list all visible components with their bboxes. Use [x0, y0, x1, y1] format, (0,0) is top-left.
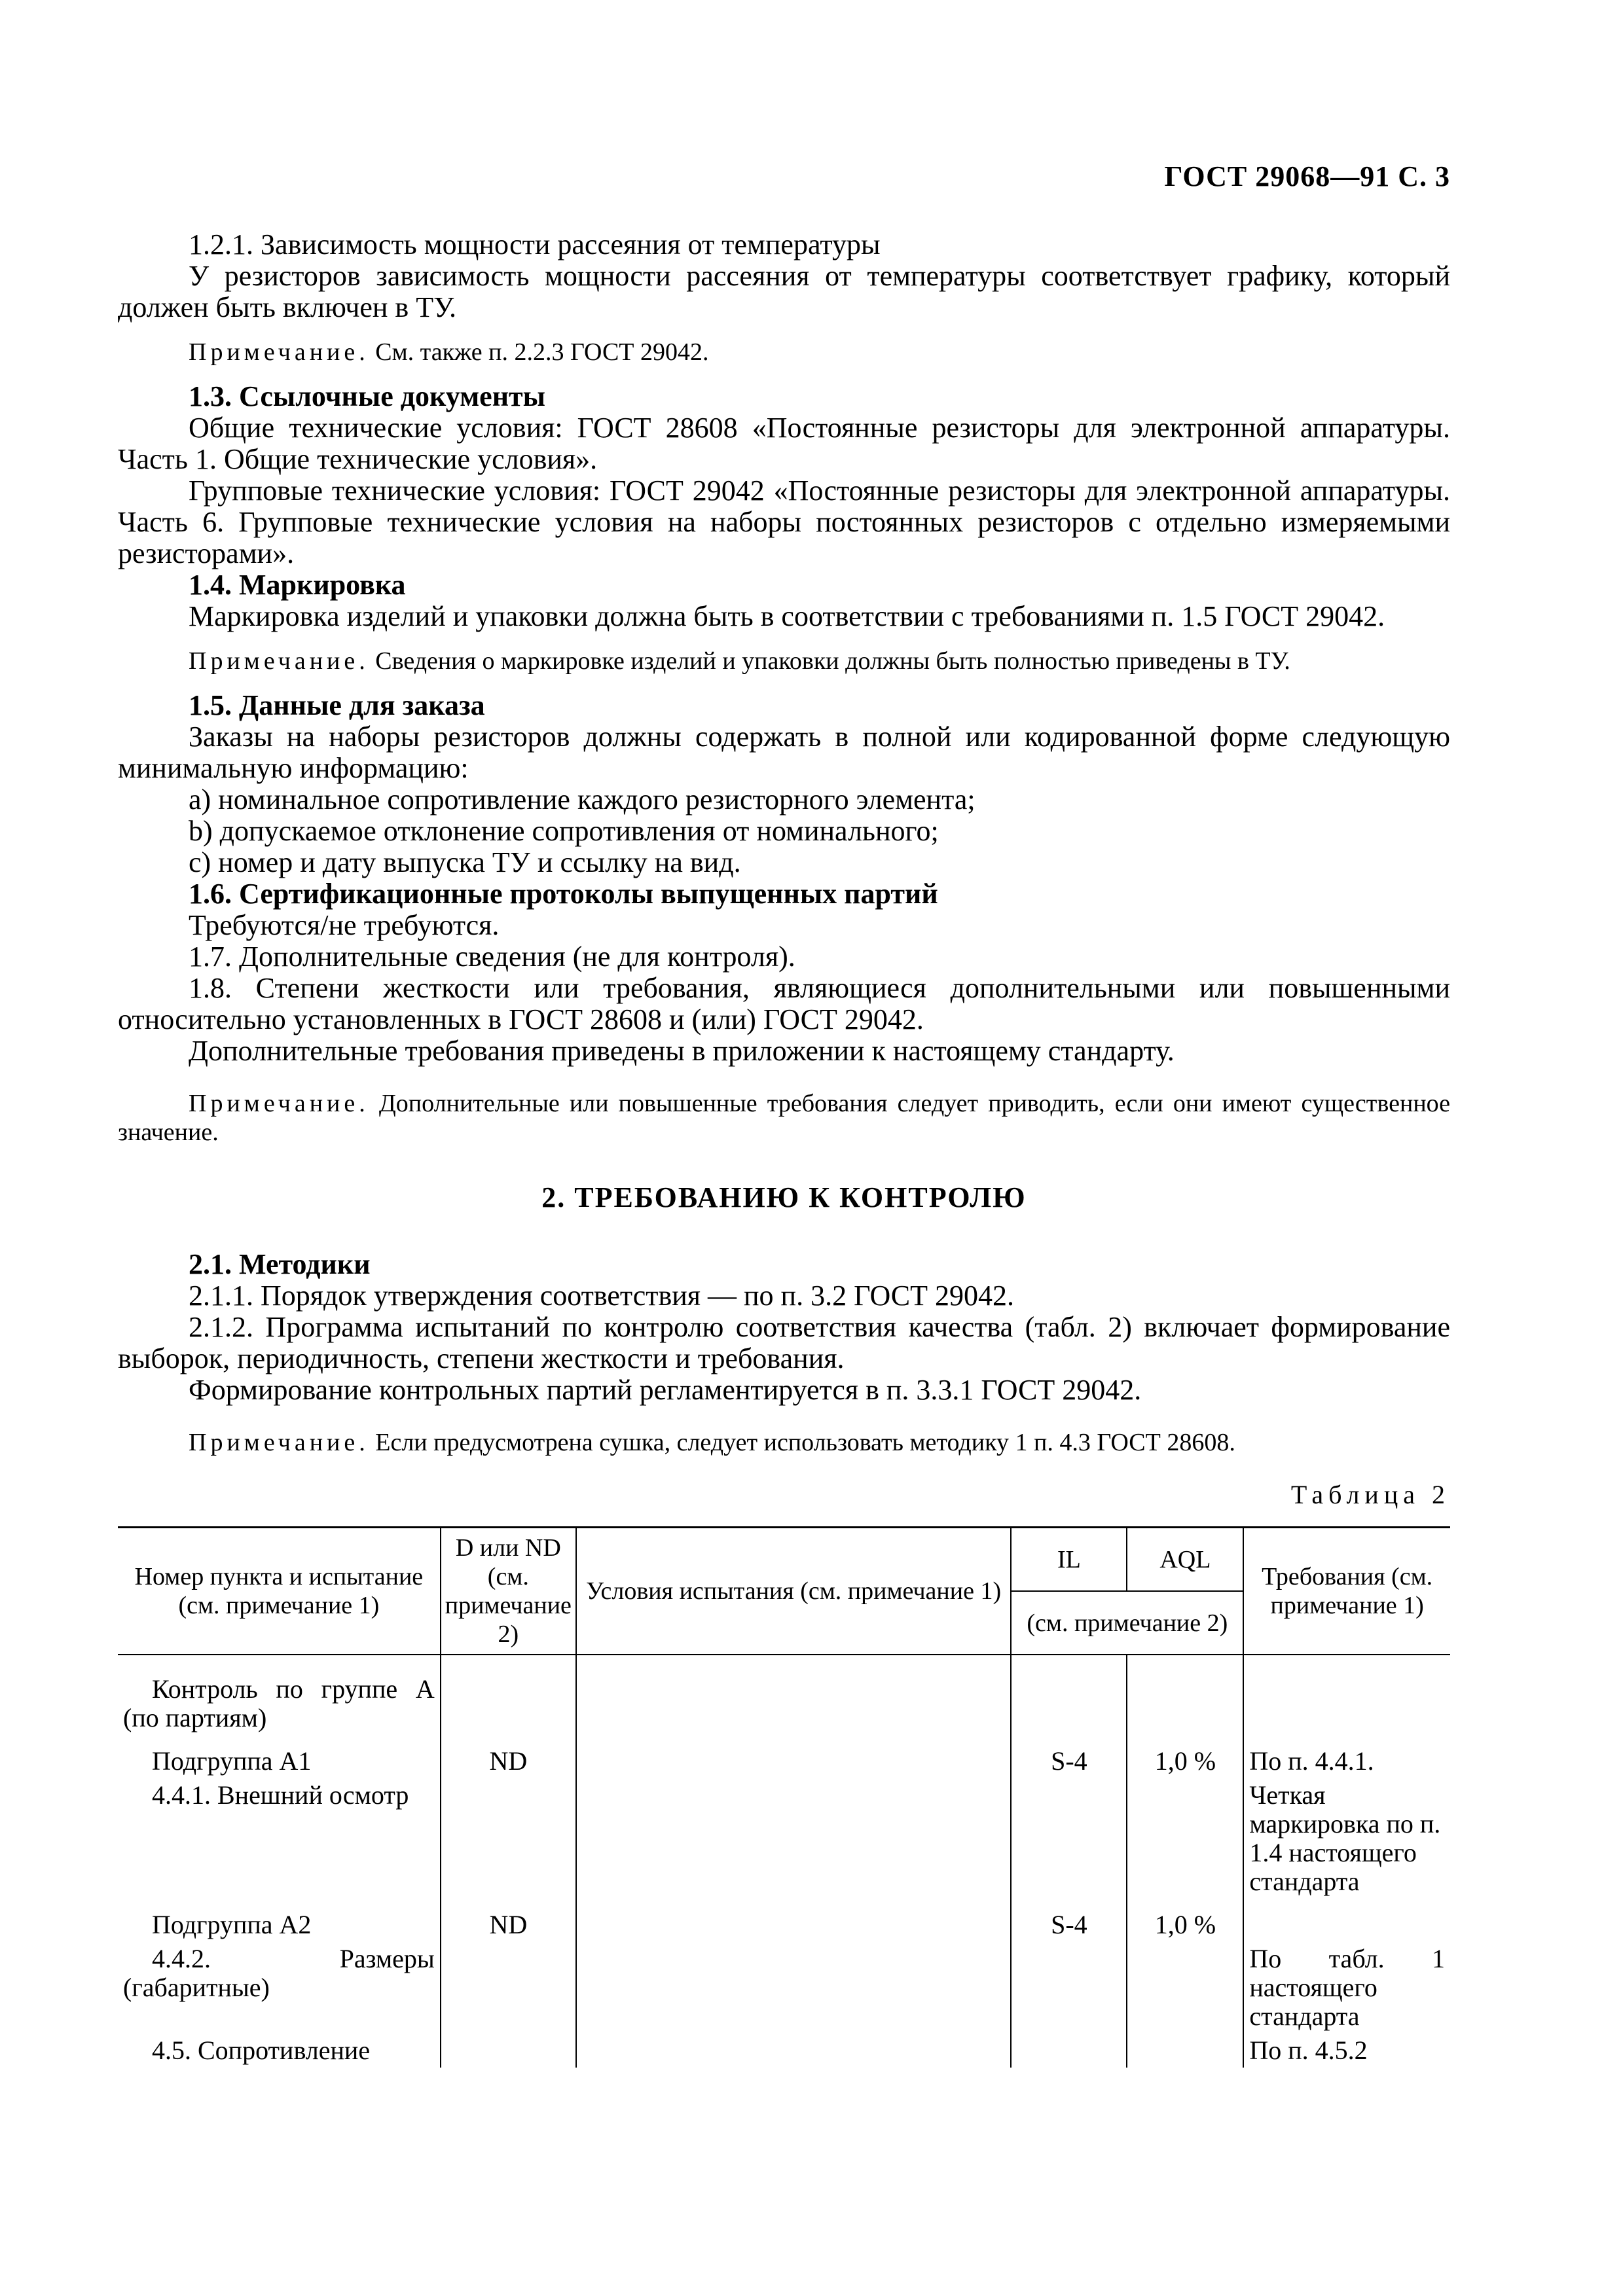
header-il: IL	[1011, 1528, 1127, 1592]
header-il-aql-note: (см. примечание 2)	[1011, 1591, 1243, 1655]
header-test: Номер пункта и испытание (см. примечание 1)	[118, 1528, 441, 1655]
clause-1-8-text: 1.8. Степени жесткости или требования, являющиеся дополнительными или повышенными относительно установленных в ГОСТ 28608 и (или) ГОСТ 29042.	[118, 972, 1450, 1035]
note-label: Примечание.	[189, 338, 369, 366]
clause-1-2-1-title: 1.2.1. Зависимость мощности рассеяния от температуры	[189, 228, 881, 260]
cell-aql	[1127, 1942, 1243, 2034]
cell-test: Подгруппа А2	[118, 1899, 441, 1942]
section-2-title: 2. ТРЕБОВАНИЮ К КОНТРОЛЮ	[541, 1181, 1027, 1213]
cell-conditions	[576, 1655, 1011, 1735]
cell-test: Подгруппа А1	[118, 1735, 441, 1778]
section-1-5-heading: 1.5. Данные для заказа	[189, 689, 485, 721]
clause-1-7-text: 1.7. Дополнительные сведения (не для контроля).	[189, 941, 795, 973]
cell-requirements: Четкая маркировка по п. 1.4 настоящего стандарта	[1243, 1778, 1450, 1899]
cell-requirements	[1243, 1655, 1450, 1735]
cell-il	[1011, 1942, 1127, 2034]
cell-requirements: По п. 4.5.2	[1243, 2034, 1450, 2068]
clause-2-1-2: 2.1.2. Программа испытаний по контролю соответствия качества (табл. 2) включает формирование выборок, периодичность, степени жесткости и требования.	[118, 1311, 1450, 1374]
cell-requirements	[1243, 1899, 1450, 1942]
cell-d	[441, 1655, 576, 1735]
note-4	[118, 1428, 1450, 1457]
cell-aql	[1127, 1778, 1243, 1899]
cell-conditions	[576, 1778, 1011, 1899]
table-row	[118, 2034, 1450, 2068]
table-row	[118, 1942, 1450, 2034]
note-2	[118, 647, 1450, 675]
cell-test: Контроль по группе А (по партиям)	[118, 1655, 441, 1735]
note-text: Дополнительные или повышенные требования следует приводить, если они имеют существенное значение.	[118, 1090, 1450, 1146]
cell-aql: 1,0 %	[1127, 1899, 1243, 1942]
clause-1-5-item-b: b) допускаемое отклонение сопротивления от номинального;	[189, 815, 939, 847]
cell-conditions	[576, 2034, 1011, 2068]
header-requirements: Требования (см. примечание 1)	[1243, 1528, 1450, 1655]
clause-2-1-1: 2.1.1. Порядок утверждения соответствия — по п. 3.2 ГОСТ 29042.	[189, 1280, 1014, 1312]
cell-d	[441, 1778, 576, 1899]
clause-1-6-text: Требуются/не требуются.	[189, 909, 500, 941]
cell-conditions	[576, 1942, 1011, 2034]
note-label: Примечание.	[189, 1090, 369, 1117]
cell-conditions	[576, 1735, 1011, 1778]
note-text: См. также п. 2.2.3 ГОСТ 29042.	[369, 338, 709, 366]
clause-1-8-extra: Дополнительные требования приведены в приложении к настоящему стандарту.	[189, 1035, 1175, 1067]
note-text: Если предусмотрена сушка, следует использовать методику 1 п. 4.3 ГОСТ 28608.	[369, 1429, 1235, 1456]
cell-d: ND	[441, 1899, 576, 1942]
clause-1-5-item-a: a) номинальное сопротивление каждого резисторного элемента;	[189, 783, 976, 816]
cell-d	[441, 1942, 576, 2034]
cell-test: 4.4.2. Размеры (габаритные)	[118, 1942, 441, 2034]
section-2-1-heading: 2.1. Методики	[189, 1248, 371, 1280]
cell-il	[1011, 2034, 1127, 2068]
section-1-6-heading: 1.6. Сертификационные протоколы выпущенных партий	[189, 878, 938, 910]
table-row	[118, 1899, 1450, 1942]
cell-test: 4.4.1. Внешний осмотр	[118, 1778, 441, 1899]
clause-1-3-general: Общие технические условия: ГОСТ 28608 «Постоянные резисторы для электронной аппаратуры. Часть 1. Общие технические условия».	[118, 412, 1450, 475]
header-aql: AQL	[1127, 1528, 1243, 1592]
table-caption: Таблица 2	[1290, 1480, 1450, 1509]
clause-1-3-group: Групповые технические условия: ГОСТ 29042 «Постоянные резисторы для электронной аппаратуры. Часть 6. Групповые технические условия на наборы постоянных резисторов с отдельно измеряемыми резисторами».	[118, 475, 1450, 569]
cell-requirements: По табл. 1 настоящего стандарта	[1243, 1942, 1450, 2034]
clause-1-5-text: Заказы на наборы резисторов должны содержать в полной или кодированной форме следующую минимальную информацию:	[118, 721, 1450, 784]
note-1	[118, 338, 1450, 367]
table-row	[118, 1778, 1450, 1899]
note-label: Примечание.	[189, 647, 369, 675]
cell-d	[441, 2034, 576, 2068]
section-1-4-heading: 1.4. Маркировка	[189, 569, 406, 601]
clause-1-5-item-c: c) номер и дату выпуска ТУ и ссылку на вид.	[189, 846, 741, 878]
table-row	[118, 1655, 1450, 1735]
header-d-nd: D или ND (см. примечание 2)	[441, 1528, 576, 1655]
cell-conditions	[576, 1899, 1011, 1942]
cell-test: 4.5. Сопротивление	[118, 2034, 441, 2068]
note-text: Сведения о маркировке изделий и упаковки должны быть полностью приведены в ТУ.	[369, 647, 1290, 675]
header-conditions: Условия испытания (см. примечание 1)	[576, 1528, 1011, 1655]
cell-d: ND	[441, 1735, 576, 1778]
cell-aql: 1,0 %	[1127, 1735, 1243, 1778]
clause-2-1-2-extra: Формирование контрольных партий регламентируется в п. 3.3.1 ГОСТ 29042.	[189, 1374, 1142, 1406]
cell-il: S-4	[1011, 1899, 1127, 1942]
clause-1-2-1-text: У резисторов зависимость мощности рассеяния от температуры соответствует графику, который должен быть включен в ТУ.	[118, 260, 1450, 323]
clause-1-4-text: Маркировка изделий и упаковки должна быть в соответствии с требованиями п. 1.5 ГОСТ 29042.	[189, 600, 1385, 632]
cell-requirements: По п. 4.4.1.	[1243, 1735, 1450, 1778]
section-1-3-heading: 1.3. Ссылочные документы	[189, 380, 546, 412]
cell-il	[1011, 1778, 1127, 1899]
test-program-table	[118, 1526, 1450, 2068]
cell-il: S-4	[1011, 1735, 1127, 1778]
cell-aql	[1127, 2034, 1243, 2068]
page-header: ГОСТ 29068—91 С. 3	[1164, 160, 1450, 192]
note-3	[118, 1089, 1450, 1147]
note-label: Примечание.	[189, 1429, 369, 1456]
document-body	[118, 229, 1450, 2068]
cell-il	[1011, 1655, 1127, 1735]
table-row	[118, 1735, 1450, 1778]
cell-aql	[1127, 1655, 1243, 1735]
